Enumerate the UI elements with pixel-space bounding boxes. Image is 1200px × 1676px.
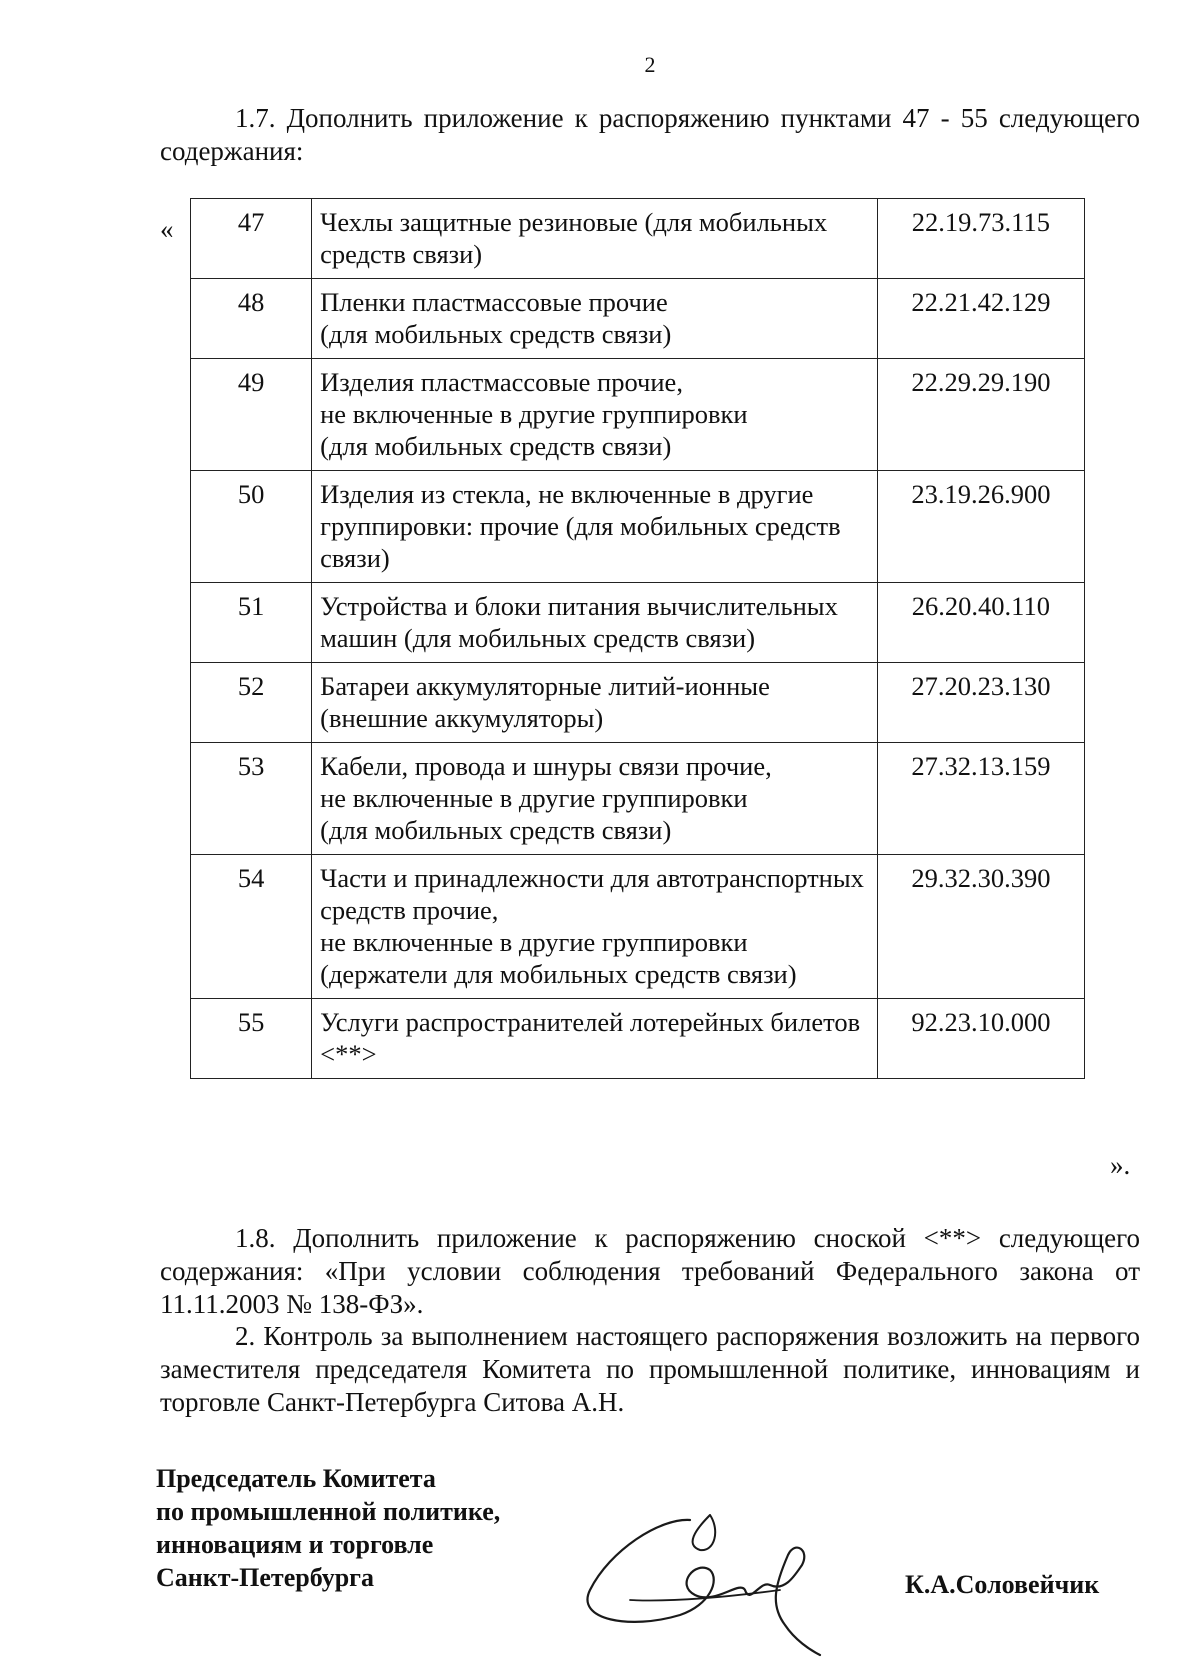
row-description: Изделия из стекла, не включенные в другие группировки: прочие (для мобильных средств связи)	[312, 471, 878, 583]
signatory-title-line: по промышленной политике,	[156, 1497, 501, 1526]
signatory-title-line: Председатель Комитета	[156, 1464, 436, 1493]
row-description: Пленки пластмассовые прочие (для мобильных средств связи)	[312, 279, 878, 359]
table-row	[191, 359, 1085, 471]
handwritten-signature	[570, 1510, 830, 1660]
row-description: Устройства и блоки питания вычислительных машин (для мобильных средств связи)	[312, 583, 878, 663]
row-code: 92.23.10.000	[877, 999, 1084, 1079]
table-row	[191, 199, 1085, 279]
table-row	[191, 855, 1085, 999]
items-table-body	[191, 199, 1085, 1079]
signatory-title-line: Санкт-Петербурга	[156, 1563, 374, 1592]
row-number: 53	[191, 743, 312, 855]
table-row	[191, 583, 1085, 663]
row-description: Услуги распространителей лотерейных билетов <**>	[312, 999, 878, 1079]
table-row	[191, 663, 1085, 743]
row-code: 26.20.40.110	[877, 583, 1084, 663]
paragraph-1-8-text: 1.8. Дополнить приложение к распоряжению сноской <**> следующего содержания: «При условии соблюдения требований Федерального закона от 11.11.2003 № 138-ФЗ».	[160, 1223, 1140, 1319]
row-number: 51	[191, 583, 312, 663]
row-code: 27.32.13.159	[877, 743, 1084, 855]
row-number: 50	[191, 471, 312, 583]
items-table	[190, 198, 1085, 1079]
row-number: 47	[191, 199, 312, 279]
paragraph-1-8	[160, 1222, 1140, 1321]
row-code: 22.21.42.129	[877, 279, 1084, 359]
signatory-title	[156, 1462, 500, 1594]
row-number: 52	[191, 663, 312, 743]
row-number: 49	[191, 359, 312, 471]
row-code: 22.19.73.115	[877, 199, 1084, 279]
paragraph-2	[160, 1320, 1140, 1419]
opening-quote: «	[160, 214, 174, 244]
page-number: 2	[644, 52, 656, 77]
row-description: Чехлы защитные резиновые (для мобильных средств связи)	[312, 199, 878, 279]
row-description: Части и принадлежности для автотранспортных средств прочие, не включенные в другие группировки (держатели для мобильных средств связи)	[312, 855, 878, 999]
row-code: 23.19.26.900	[877, 471, 1084, 583]
row-description: Батареи аккумуляторные литий-ионные (внешние аккумуляторы)	[312, 663, 878, 743]
table-row	[191, 999, 1085, 1079]
row-code: 27.20.23.130	[877, 663, 1084, 743]
row-number: 54	[191, 855, 312, 999]
paragraph-2-text: 2. Контроль за выполнением настоящего распоряжения возложить на первого заместителя председателя Комитета по промышленной политике, инновациям и торговле Санкт-Петербурга Ситова А.Н.	[160, 1321, 1140, 1417]
paragraph-1-7	[160, 102, 1140, 168]
row-number: 48	[191, 279, 312, 359]
row-description: Кабели, провода и шнуры связи прочие, не включенные в другие группировки (для мобильных средств связи)	[312, 743, 878, 855]
closing-quote: ».	[1110, 1150, 1131, 1180]
row-description: Изделия пластмассовые прочие, не включенные в другие группировки (для мобильных средств связи)	[312, 359, 878, 471]
row-code: 29.32.30.390	[877, 855, 1084, 999]
row-code: 22.29.29.190	[877, 359, 1084, 471]
table-row	[191, 471, 1085, 583]
signatory-name: К.А.Соловейчик	[905, 1570, 1100, 1599]
paragraph-1-7-text: 1.7. Дополнить приложение к распоряжению пунктами 47 - 55 следующего содержания:	[160, 103, 1140, 166]
row-number: 55	[191, 999, 312, 1079]
table-row	[191, 743, 1085, 855]
signatory-title-line: инновациям и торговле	[156, 1530, 434, 1559]
table-row	[191, 279, 1085, 359]
